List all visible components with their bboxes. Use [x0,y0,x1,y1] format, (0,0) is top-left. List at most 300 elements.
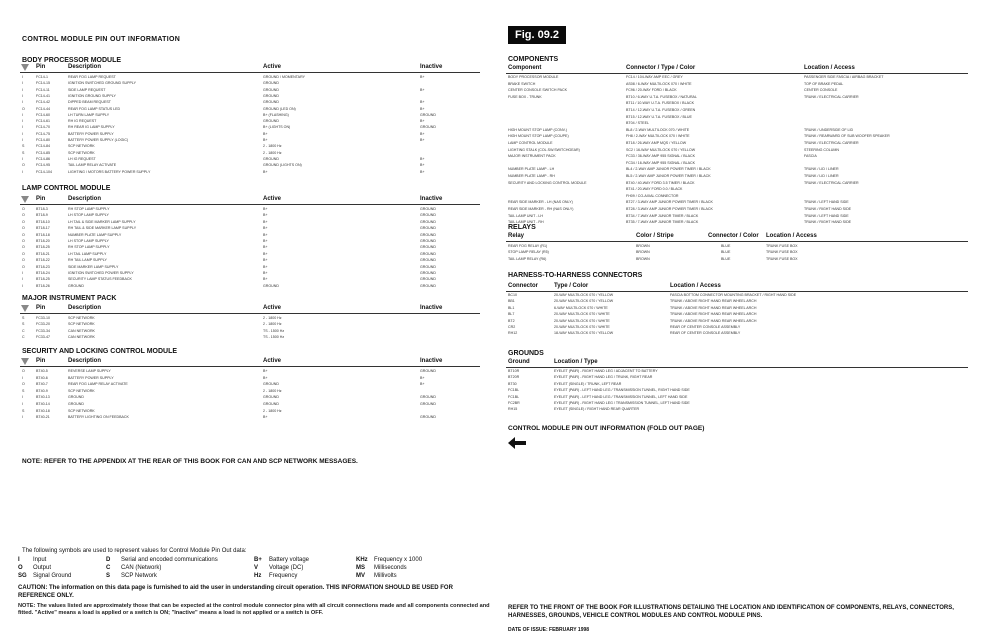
symbol-code: V [254,565,259,571]
harness-title: HARNESS-TO-HARNESS CONNECTORS [508,272,643,279]
body_processor-cell: I [22,156,23,161]
major_instrument-cell: CAN NETWORK [68,328,95,333]
security-cell: BT40-7 [36,382,48,387]
major_instrument-cell: TS - 1500 Hz [263,335,285,340]
components-cell: SECURITY AND LOCKING CONTROL MODULE [508,180,587,185]
body_processor-cell: I [22,93,23,98]
lamp_control-cell: GROUND [420,264,436,269]
symbol-meaning: CAN (Network) [121,565,162,571]
major_instrument-cell: FC33-47 [36,335,50,340]
components-cell: FC96 / 20-WAY FORD / BLACK [626,88,677,93]
relays-cell: TRUNK FUSE BOX [766,244,798,248]
relays-header: Connector / Color [708,233,759,239]
body_processor-cell: SCP NETWORK [68,150,95,155]
grounds-header: Ground [508,359,530,365]
components-cell: TRUNK / UNDERSIDE OF LID [804,127,854,132]
security-cell: O [22,382,25,387]
relays-cell: BLUE [721,250,731,255]
symbol-code: D [106,557,111,563]
body_processor-cell: B+ [263,169,268,174]
body_processor-cell: B+ (FLASHING) [263,112,289,117]
security-cell: B+ [263,369,268,373]
components-cell: AS08 / 6-WAY MULTILOCK 070 / WHITE [626,81,692,86]
body_processor-cell: B+ [420,169,425,174]
components-cell: BT35 / 7-WAY AMP JUNIOR TIMER / BLACK [626,220,699,225]
body_processor-cell: O [22,106,25,111]
grounds-title: GROUNDS [508,350,544,357]
security-cell: GROUND [420,369,436,373]
harness-cell: 20-WAY MULTILOCK 070 / WHITE [554,312,610,317]
relays-header: Color / Stripe [636,233,674,239]
lamp_control-cell: B+ [263,264,268,269]
body_processor-cell: B+ [420,131,425,136]
grounds-header: Location / Type [554,359,598,365]
figure-label: Fig. 09.2 [508,26,566,44]
symbol-code: B+ [254,557,262,563]
lamp_control-cell: LH STOP LAMP SUPPLY [68,239,109,243]
lamp_control-cell: BT18-21 [36,251,50,256]
grounds-cell: FC2BR [508,401,520,405]
lamp_control-cell: O [22,219,25,224]
security-cell: S [22,408,25,413]
body_processor-cell: I [22,87,23,92]
major_instrument-cell: S [22,322,25,327]
components-header: Connector / Type / Color [626,65,696,71]
body_processor-cell: REAR FOG LAMP STATUS LED [68,106,121,111]
body_processor-cell: BATTERY POWER SUPPLY [68,131,114,136]
harness-cell: REAR OF CENTER CONSOLE ASSEMBLY [670,331,741,336]
body_processor-cell: 2 - 1800 Hz [263,150,282,155]
lamp_control-cell: B+ [263,258,268,263]
components-cell: FC34 / 16-WAY AMP 955 SIGNAL / BLACK [626,160,696,165]
symbol-code: C [106,565,111,571]
components-cell: FASCIA [804,154,817,159]
components-cell: TRUNK / LID / LINER [804,174,839,178]
lamp_control-cell: RH STOP LAMP SUPPLY [68,207,110,211]
lamp_control-cell: B+ [263,251,268,256]
body_processor-cell: FC14-1 [36,75,48,79]
body_processor-cell: FC14-84 [36,144,50,149]
body_processor-cell: RH IG REQUEST [68,119,97,124]
body_processor-cell: LH IG REQUEST [68,156,96,161]
components-cell: TAIL LAMP UNIT - LH [508,213,544,218]
components-cell: TRUNK / ELECTRICAL CARRIER [804,141,859,145]
security-title: SECURITY AND LOCKING CONTROL MODULE [22,348,178,355]
components-cell: BT11 / 10-WAY U.T.A. FUSEBOX / BLACK [626,101,694,106]
components-cell: REAR SIDE MARKER - LH (NAS ONLY) [508,200,573,205]
lamp_control-cell: GROUND [420,226,436,231]
lamp_control-cell: GROUND [263,283,279,288]
security-header: Inactive [420,358,443,364]
body_processor-cell: FC14-104 [36,169,52,174]
symbol-code: O [18,565,23,571]
body_processor-cell: RH REAR IG LAMP SUPPLY [68,125,115,130]
values-note: NOTE: The values listed are approximately those that can be expected at the control module connector pins with all circuit connections made and all components connected and fitted. "Active" means a load is applied or a switch is ON; "Inactive" means a load is not applied or a switch is OFF. [18,603,490,616]
security-cell: GROUND [420,415,436,420]
lamp_control-title: LAMP CONTROL MODULE [22,185,111,192]
lamp_control-cell: GROUND [420,271,436,275]
harness-cell: RH12 [508,331,518,336]
lamp_control-cell: O [22,245,25,250]
symbol-code: MV [356,573,365,579]
security-cell: BT40-9 [36,388,48,393]
components-cell: TRUNK / ELECTRICAL CARRIER [804,94,859,99]
security-cell: O [22,369,25,373]
components-cell: TRUNK / REARWARD OF SUB WOOFER SPEAKER [804,134,890,139]
components-cell: BT18 / 26-WAY AMP MQS / YELLOW [626,141,687,145]
body_processor-title: BODY PROCESSOR MODULE [22,57,122,64]
body_processor-cell: DIPPED BEAM REQUEST [68,100,111,105]
lamp_control-cell: LH STOP LAMP SUPPLY [68,213,109,218]
symbol-meaning: Milliseconds [374,565,407,571]
body_processor-cell: FC14-86 [36,156,50,161]
components-cell: TRUNK / RIGHT HAND SIDE [804,220,852,225]
harness-cell: CR2 [508,325,516,329]
components-cell: REAR SIDE MARKER - RH (NAS ONLY) [508,207,574,211]
symbol-code: I [18,557,20,563]
grounds-cell: EYELET (PAIR) - RIGHT HAND LEG / ADJACENT TO BATTERY [554,369,658,373]
body_processor-cell: GROUND [263,156,279,161]
security-cell: BT40-21 [36,415,50,420]
body_processor-cell: GROUND [263,93,279,98]
page-title: CONTROL MODULE PIN OUT INFORMATION [22,36,181,43]
body_processor-cell: I [22,131,23,136]
lamp_control-cell: B+ [263,219,268,224]
symbol-code: S [106,573,111,579]
major_instrument-cell: SCP NETWORK [68,316,95,320]
components-cell: STEERING COLUMN [804,147,839,152]
harness-cell: 20-WAY MULTILOCK 070 / WHITE [554,318,610,323]
symbol-code: SG [18,573,27,579]
major_instrument-header: Pin [36,305,46,311]
grounds-cell: EYELET (SINGLE) / TRUNK, LEFT REAR [554,381,622,386]
security-cell: BT40-5 [36,369,48,373]
harness-cell: 20-WAY MULTILOCK 070 / WHITE [554,325,610,329]
security-cell: I [22,415,23,420]
body_processor-cell: I [22,100,23,105]
body_processor-cell: B+ [420,138,425,142]
lamp_control-cell: I [22,277,23,282]
lamp_control-cell: B+ [263,226,268,231]
symbol-code: MS [356,565,365,571]
body_processor-cell: FC14-60 [36,112,50,117]
components-cell: FC14 / 104-WAY AMP EEC / GREY [626,75,683,79]
lamp_control-cell: BT18-22 [36,258,50,263]
lamp_control-cell: GROUND [68,283,84,288]
components-cell: LIGHTING STALK (COL.SW.SWITCHGEAR) [508,147,580,152]
security-cell: REVERSE LAMP SUPPLY [68,369,111,373]
major_instrument-cell: CAN NETWORK [68,335,95,340]
lamp_control-cell: GROUND [420,283,436,288]
components-cell: FC33 / 36-WAY AMP 955 SIGNAL / BLACK [626,154,696,159]
body_processor-cell: B+ [420,87,425,92]
body_processor-cell: I [22,138,23,142]
relays-cell: REAR FOG RELAY (R1) [508,244,548,248]
body_processor-header: Active [263,64,282,70]
major_instrument-cell: C [22,328,25,333]
lamp_control-cell: BT18-9 [36,213,48,218]
grounds-cell: EYELET (PAIR) - LEFT HAND LEG / TRANSMISSION TUNNEL, RIGHT HAND SIDE [554,388,690,393]
components-cell: TAIL LAMP UNIT - RH [508,220,544,225]
body_processor-cell: B+ [420,119,425,124]
caution-text: CAUTION: The information on this data page is furnished to aid the user in understanding circuit operation. THIS INFORMATION SHOULD BE USED FOR REFERENCE ONLY. [18,585,453,599]
components-cell: BT34 / 7-WAY AMP JUNIOR TIMER / BLACK [626,213,699,218]
lamp_control-cell: NUMBER PLATE LAMP SUPPLY [68,232,122,237]
body_processor-cell: GROUND [420,112,436,117]
components-cell: BODY PROCESSOR MODULE [508,75,559,79]
lamp_control-cell: BT18-24 [36,271,50,275]
body_processor-cell: I [22,125,23,130]
components-cell: MAJOR INSTRUMENT PACK [508,154,556,159]
symbol-meaning: Battery voltage [269,557,310,563]
body_processor-cell: I [22,112,23,117]
symbol-meaning: Frequency x 1000 [374,557,423,563]
security-cell: REAR FOG LAMP RELAY ACTIVATE [68,382,128,387]
body_processor-cell: S [22,144,25,149]
symbols-legend [0,557,490,587]
major_instrument-header: Inactive [420,305,443,311]
body_processor-cell: GROUND [263,100,279,105]
components-cell: NUMBER PLATE LAMP - LH [508,167,555,172]
lamp_control-cell: I [22,271,23,275]
components-cell: TRUNK / RIGHT HAND SIDE [804,207,852,211]
body_processor-cell: FC14-44 [36,106,50,111]
major_instrument-cell: 2 - 1800 Hz [263,322,282,327]
body_processor-cell: GROUND (LIGHTS ON) [263,163,302,168]
body_processor-cell: LH TURN LAMP SUPPLY [68,112,110,117]
grounds-cell: FC1BL [508,394,520,399]
lamp_control-header: Inactive [420,196,443,202]
body_processor-cell: B+ [263,138,268,142]
harness-cell: BT2 [508,318,515,323]
security-cell: BT40-6 [36,375,48,380]
major_instrument-header: Active [263,305,282,311]
components-cell: LAMP CONTROL MODULE [508,141,553,145]
grounds-cell: FC1BL [508,388,520,393]
harness-cell: 20-WAY MULTILOCK 070 / YELLOW [554,293,614,297]
grounds-cell: EYELET (PAIR) - RIGHT HAND LEG / TRUNK, RIGHT REAR [554,375,653,380]
security-cell: GROUND [68,395,84,400]
lamp_control-cell: O [22,251,25,256]
symbol-meaning: Frequency [269,573,298,579]
lamp_control-cell: GROUND [420,232,436,237]
major_instrument-cell: FC33-10 [36,316,50,320]
security-cell: B+ [420,382,425,387]
security-cell: GROUND [420,402,436,406]
body_processor-cell: LIGHTING / MOTORS BATTERY POWER SUPPLY [68,169,151,174]
body_processor-cell: GROUND (LED ON) [263,106,296,111]
body_processor-cell: FC14-95 [36,163,50,168]
lamp_control-cell: BT18-18 [36,232,50,237]
components-cell: BRAKE SWITCH [508,81,536,86]
relays-cell: BROWN [636,256,650,261]
security-cell: GROUND [68,402,84,406]
symbol-meaning: Voltage (DC) [269,565,304,571]
body_processor-cell: B+ [263,131,268,136]
relays-header: Relay [508,233,525,239]
major_instrument-cell: S [22,316,25,320]
components-cell: PASSENGER SIDE FASCIA / AIRBAG BRACKET [804,75,884,79]
body_processor-header: Inactive [420,64,443,70]
body_processor-cell: FC14-61 [36,119,50,124]
major_instrument-cell: FC33-34 [36,328,50,333]
components-cell: BT40 / 40-WAY FORD 3.5 TIMER / BLACK [626,180,695,185]
harness-cell: 20-WAY MULTILOCK 070 / YELLOW [554,299,614,304]
date-of-issue: DATE OF ISSUE: FEBRUARY 1998 [508,627,590,633]
body_processor-cell: B+ [420,100,425,105]
lamp_control-cell: BT18-20 [36,239,50,243]
components-cell: BT41 / 20-WAY FORD 0.0 / BLACK [626,187,683,192]
major_instrument-cell: C [22,335,25,340]
body_processor-cell: SIDE LAMP REQUEST [68,87,106,92]
lamp_control-cell: GROUND [420,245,436,250]
body_processor-cell: B+ [420,75,425,79]
security-cell: BATTERY POWER SUPPLY [68,375,114,380]
components-cell: CENTER CONSOLE SWITCH PACK [508,88,568,93]
grounds-cell: BT10R [508,369,520,373]
security-cell: 2 - 1800 Hz [263,388,282,393]
lamp_control-cell: B+ [263,271,268,275]
symbol-meaning: Serial and encoded communications [121,557,218,563]
symbol-meaning: SCP Network [121,573,157,579]
lamp_control-header: Pin [36,196,46,202]
symbol-meaning: Signal Ground [33,573,72,579]
body_processor-cell: I [22,119,23,124]
harness-header: Connector [508,283,538,289]
security-cell: GROUND [420,395,436,400]
lamp_control-cell: I [22,283,23,288]
security-cell: SCP NETWORK [68,408,95,413]
lamp_control-cell: B+ [263,277,268,282]
lamp_control-cell: O [22,232,25,237]
lamp_control-cell: SECURITY LAMP STATUS FEEDBACK [68,277,132,282]
major_instrument-title: MAJOR INSTRUMENT PACK [22,295,117,302]
security-cell: B+ [263,375,268,380]
components-cell: BT04 / STEEL [626,121,649,126]
components-cell: TRUNK / LEFT HAND SIDE [804,200,849,205]
major_instrument-cell: 2 - 1800 Hz [263,316,282,320]
lamp_control-cell: O [22,264,25,269]
lamp_control-cell: LH TAIL & SIDE MARKER LAMP SUPPLY [68,219,136,224]
grounds-cell: EYELET (PAIR) - RIGHT HAND LEG / TRANSMISSION TUNNEL, LEFT HAND SIDE [554,401,690,405]
body_processor-cell: I [22,81,23,86]
components-cell: NUMBER PLATE LAMP - RH [508,174,555,178]
symbol-meaning: Output [33,565,52,571]
security-header: Pin [36,358,46,364]
lamp_control-cell: LH TAIL LAMP SUPPLY [68,251,107,256]
harness-cell: 6-WAY MULTILOCK 070 / WHITE [554,305,608,310]
harness-cell: 18-WAY MULTILOCK 070 / YELLOW [554,331,614,336]
relays-cell: TRUNK FUSE BOX [766,256,798,261]
harness-cell: TRUNK / ABOVE RIGHT HAND REAR WHEEL ARCH [670,318,757,323]
security-cell: I [22,402,23,406]
body_processor-cell: IGNITION SWITCHED GROUND SUPPLY [68,81,137,86]
harness-cell: TRUNK / ABOVE RIGHT HAND REAR WHEEL ARCH [670,312,757,317]
harness-cell: TRUNK / ABOVE RIGHT HAND REAR WHEEL ARCH [670,299,757,304]
security-header: Active [263,358,282,364]
symbol-code: KHz [356,557,368,563]
components-header: Location / Access [804,65,855,71]
relays-cell: BLUE [721,256,731,261]
grounds-cell: BT30 [508,381,517,386]
body_processor-cell: GROUND / MOMENTARY [263,75,305,79]
symbol-code: Hz [254,573,262,579]
back-arrow-icon[interactable] [508,436,526,448]
lamp_control-cell: GROUND [420,251,436,256]
security-cell: BATTERY LIGHTING ON FEEDBACK [68,415,129,420]
grounds-cell: EYELET (SINGLE) / RIGHT HAND REAR QUARTER [554,407,640,412]
body_processor-cell: IGNITION GROUND SUPPLY [68,93,116,98]
lamp_control-cell: BT18-3 [36,207,48,211]
lamp_control-cell: RH STOP LAMP SUPPLY [68,245,110,250]
body_processor-cell: FC14-42 [36,100,50,105]
components-cell: HIGH MOUNT STOP LAMP (COUPE) [508,134,569,139]
lamp_control-header: Active [263,196,282,202]
security-cell: S [22,388,25,393]
lamp_control-cell: GROUND [420,277,436,282]
lamp_control-cell: GROUND [420,239,436,243]
relays-cell: TRUNK FUSE BOX [766,250,798,255]
lamp_control-cell: B+ [263,245,268,250]
body_processor-cell: TAIL LAMP RELAY ACTIVATE [68,163,117,168]
lamp_control-cell: BT18-10 [36,219,50,224]
symbols-intro: The following symbols are used to represent values for Control Module Pin Out data: [22,548,247,554]
security-cell: B+ [420,375,425,380]
lamp_control-header: Description [68,196,102,202]
harness-cell: TRUNK / ABOVE RIGHT HAND REAR WHEEL ARCH [670,305,757,310]
body_processor-cell: GROUND [263,87,279,92]
security-header: Description [68,358,102,364]
components-cell: BL5 / 2-WAY AMP JUNIOR POWER TIMER / BLACK [626,174,711,178]
security-cell: BT40-13 [36,395,50,400]
body_processor-cell: I [22,75,23,79]
grounds-cell: EYELET (PAIR) - LEFT HAND LEG / TRANSMISSION TUNNEL, LEFT HAND SIDE [554,394,688,399]
components-cell: FH09 / CO-AXIAL CONNECTOR [626,193,679,198]
body_processor-header: Description [68,64,102,70]
components-divider [506,73,968,74]
components-cell: FUSE BOX - TRUNK [508,94,542,99]
lamp_control-cell: RH TAIL LAMP SUPPLY [68,258,107,263]
components-cell: BT27 / 3-WAY AMP JUNIOR POWER TIMER / BLACK [626,200,713,205]
components-cell: SC2 / 16-WAY MULTILOCK 070 / YELLOW [626,147,696,152]
security-cell: SCP NETWORK [68,388,95,393]
lamp_control-cell: O [22,239,25,243]
harness-cell: BL1 [508,305,515,310]
security-cell: B+ [263,415,268,420]
components-cell: BT14 / 12-WAY U.T.A. FUSEBOX / GREEN [626,108,696,112]
foldout-title: CONTROL MODULE PIN OUT INFORMATION (FOLD OUT PAGE) [508,425,705,432]
body_processor-cell: FC14-15 [36,81,50,86]
components-cell: BT15 / 12-WAY U.T.A. FUSEBOX / BLUE [626,114,692,119]
lamp_control-cell: GROUND [420,219,436,224]
body_processor-cell: GROUND [420,125,436,130]
network-note: NOTE: REFER TO THE APPENDIX AT THE REAR OF THIS BOOK FOR CAN AND SCP NETWORK MESSAGES. [22,458,358,465]
lamp_control-cell: BT18-26 [36,283,50,288]
harness-header: Location / Access [670,283,721,289]
security-cell: GROUND [263,395,279,400]
lamp_control-cell: RH TAIL & SIDE MARKER LAMP SUPPLY [68,226,137,231]
lamp_control-cell: BT18-23 [36,264,50,269]
security-cell: I [22,395,23,400]
harness-cell: BL7 [508,312,515,317]
components-cell: TRUNK / LEFT HAND SIDE [804,213,849,218]
components-cell: TOP OF BRAKE PEDAL [804,81,844,86]
lamp_control-cell: O [22,207,25,211]
grounds-cell: BT20R [508,375,520,380]
lamp_control-cell: BT18-25 [36,277,50,282]
lamp_control-cell: SIDE MARKER LAMP SUPPLY [68,264,119,269]
body_processor-cell: FC14-41 [36,93,50,98]
